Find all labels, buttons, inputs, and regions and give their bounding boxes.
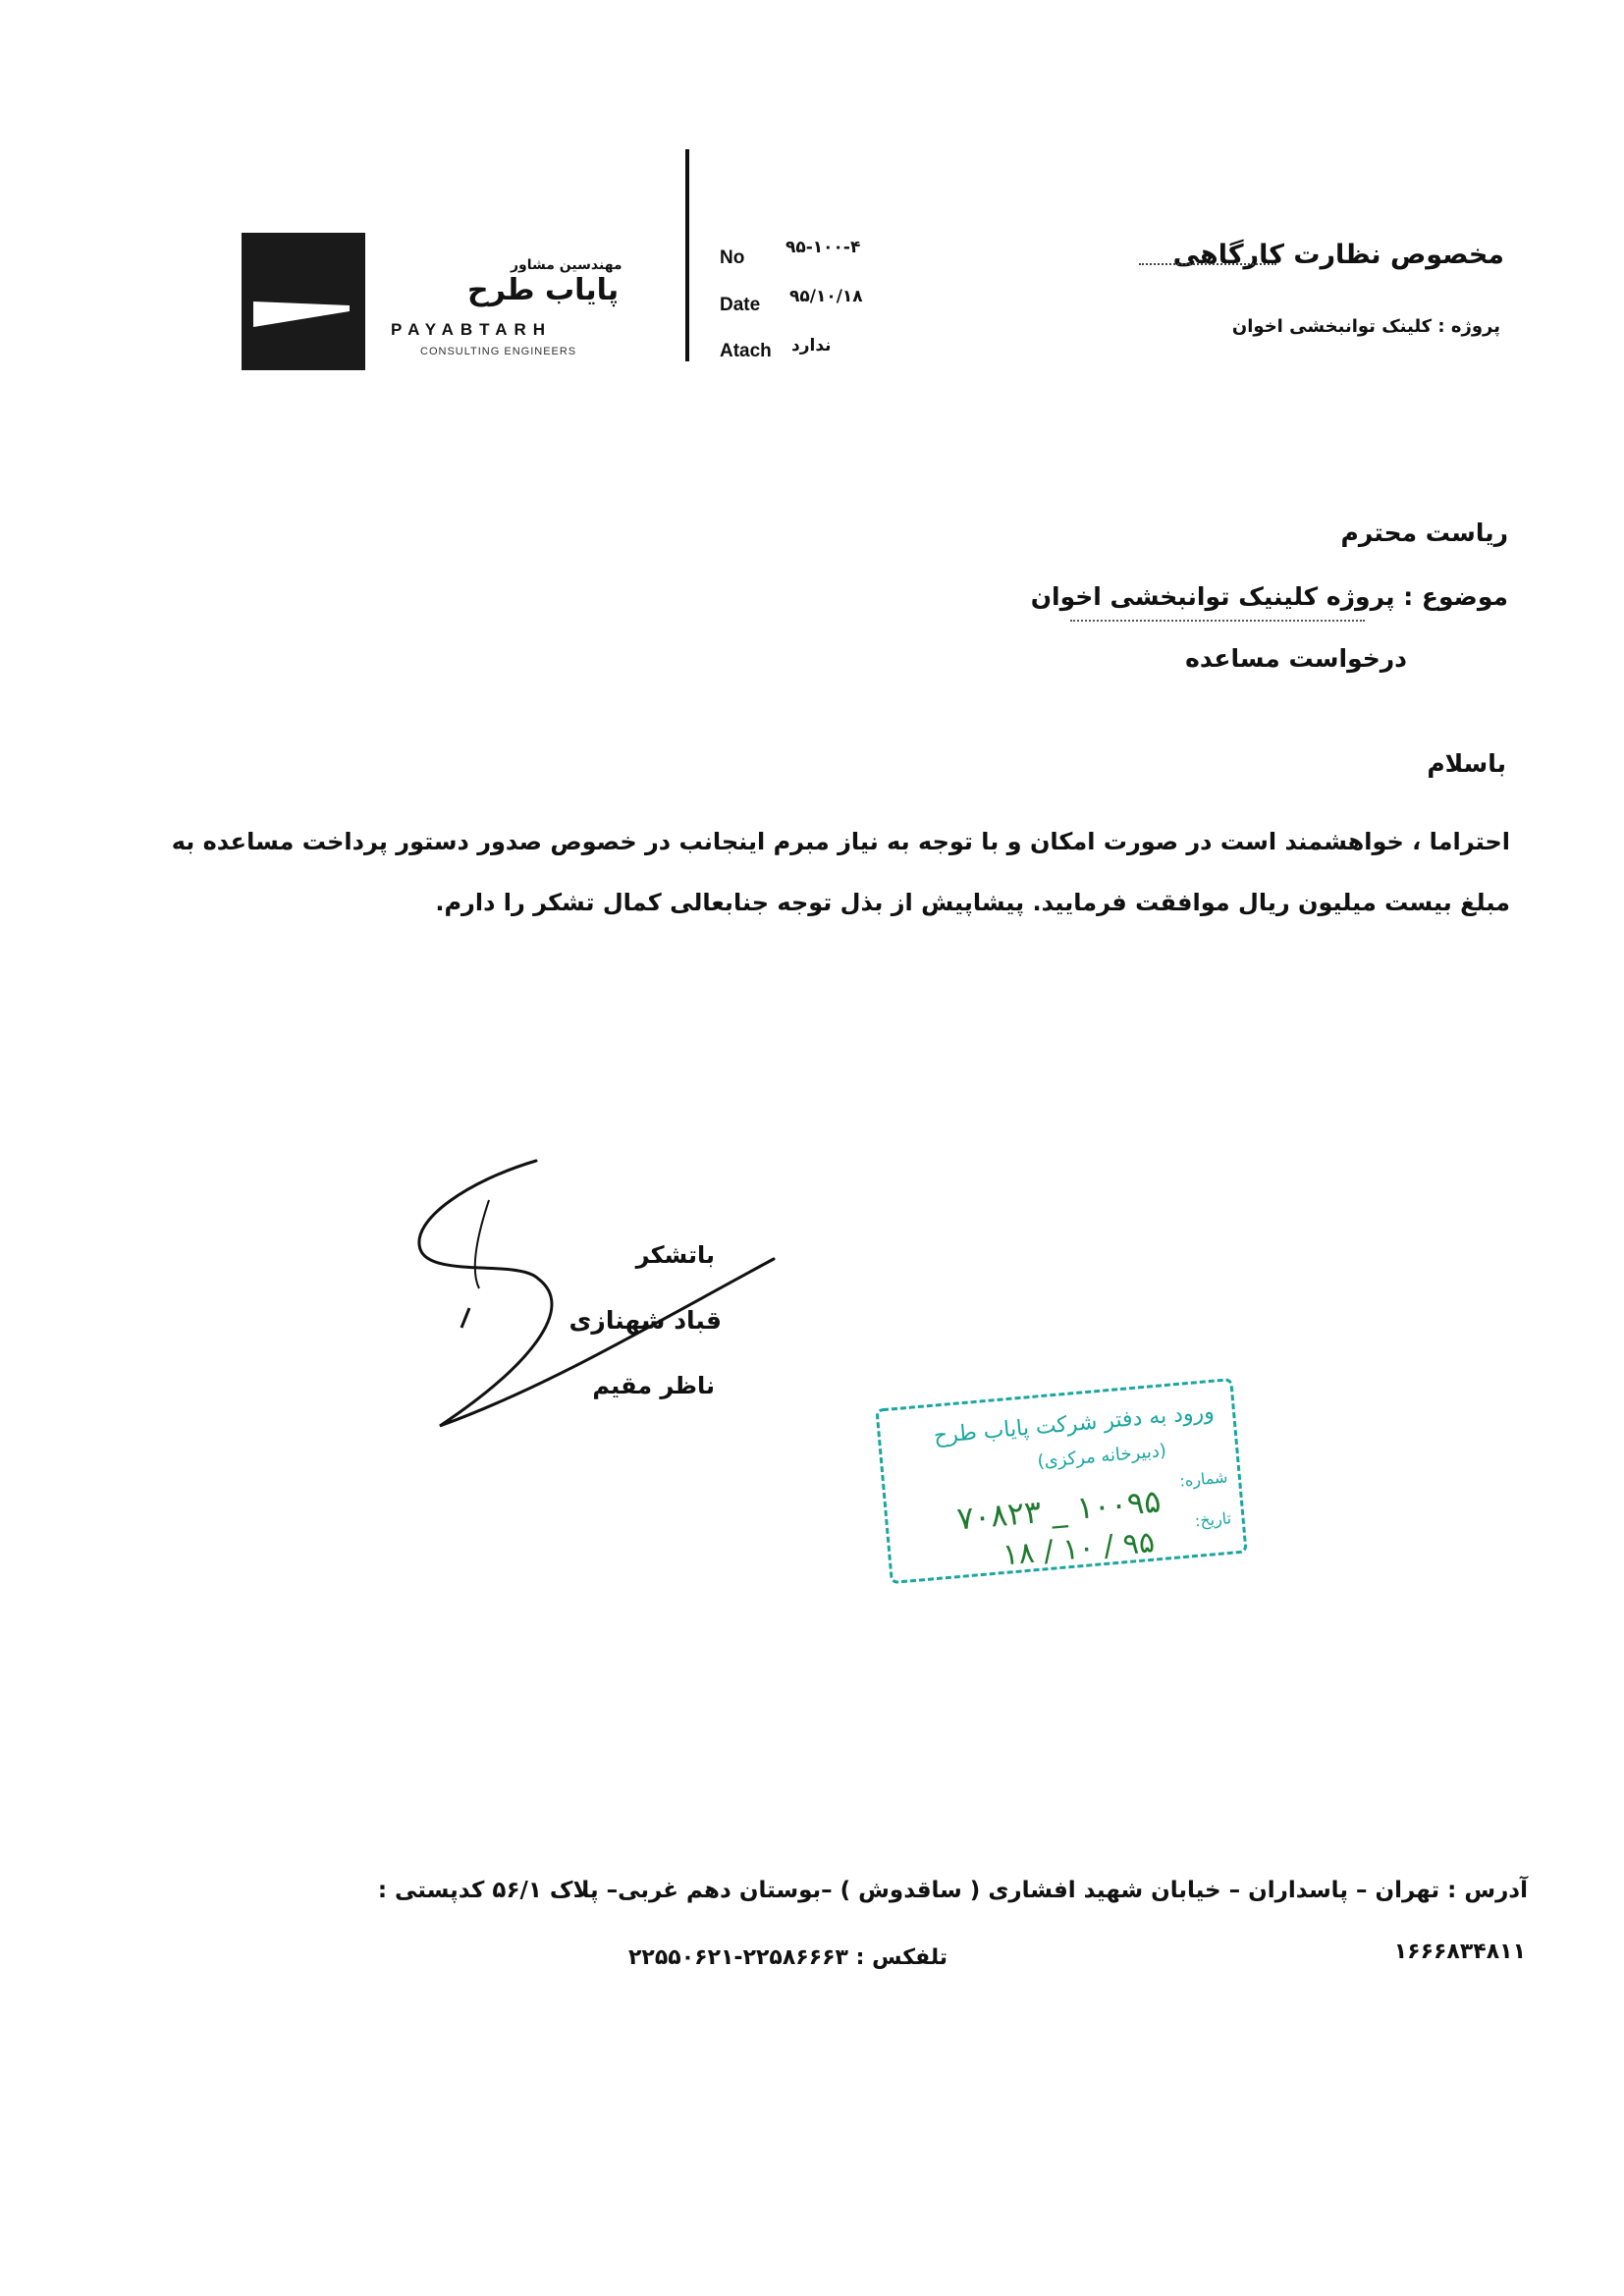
signatory-role: ناظر مقیم <box>592 1372 715 1399</box>
footer-address: آدرس : تهران – پاسداران – خیابان شهید افشاری ( ساقدوش ) –بوستان دهم غربی– پلاک ۵۶/۱ کدپستی : <box>377 1878 1528 1903</box>
stamp-date-label: تاریخ: <box>1194 1508 1232 1531</box>
company-name-fa: پایاب طرح <box>467 273 620 307</box>
no-value: ۹۵-۱۰۰-۴ <box>785 238 861 257</box>
company-tagline-en: CONSULTING ENGINEERS <box>420 346 577 357</box>
stamp-number-value: ۱۰۰۹۵ _ ۷۰۸۲۳ <box>955 1482 1163 1538</box>
greeting: باسلام <box>1427 749 1506 778</box>
attach-value: ندارد <box>791 336 832 355</box>
closing-thanks: باتشکر <box>635 1241 715 1269</box>
footer-postal-code: ۱۶۶۶۸۳۴۸۱۱ <box>1393 1940 1526 1964</box>
confidential-heading: مخصوص نظارت کارگاهی <box>1172 240 1504 270</box>
stamp-subtitle: (دبیرخانه مرکزی) <box>1036 1440 1167 1473</box>
subject-line: موضوع : پروژه کلینیک توانبخشی اخوان <box>1030 582 1508 611</box>
date-value: ۹۵/۱۰/۱۸ <box>789 287 863 306</box>
date-label: Date <box>720 295 761 315</box>
heading-dotted-line <box>1139 263 1276 265</box>
stamp-number-label: شماره: <box>1178 1467 1229 1491</box>
footer-fax: تلفکس : ۲۲۵۸۶۶۶۳-۲۲۵۵۰۶۲۱ <box>628 1945 948 1970</box>
signatory-name: قباد شهنازی <box>568 1306 722 1335</box>
addressee: ریاست محترم <box>1340 519 1508 547</box>
consultant-subtitle: مهندسین مشاور <box>511 257 623 273</box>
company-name-en: PAYABTARH <box>391 320 553 339</box>
stamp-title: ورود به دفتر شرکت پایاب طرح <box>932 1399 1216 1449</box>
header-divider <box>685 149 689 361</box>
receipt-stamp <box>874 1375 1251 1587</box>
request-title: درخواست مساعده <box>1185 644 1407 673</box>
logo-mark-icon <box>242 233 365 370</box>
letter-body: احتراما ، خواهشمند است در صورت امکان و با توجه به نیاز مبرم اینجانب در خصوص صدور دستور پرداخت مساعده به مبلغ بیست میلیون ریال موافقت فرمایید. پیشاپیش از بذل توجه جنابعالی کمال تشکر را دارم. <box>171 828 1510 916</box>
stamp-date-value: ۹۵ / ۱۰ / ۱۸ <box>1001 1525 1157 1573</box>
company-logo <box>242 233 365 370</box>
subject-underline <box>1070 620 1365 622</box>
attach-label: Atach <box>720 341 772 361</box>
project-name: پروژه : کلینک توانبخشی اخوان <box>1231 316 1500 337</box>
no-label: No <box>720 247 745 268</box>
